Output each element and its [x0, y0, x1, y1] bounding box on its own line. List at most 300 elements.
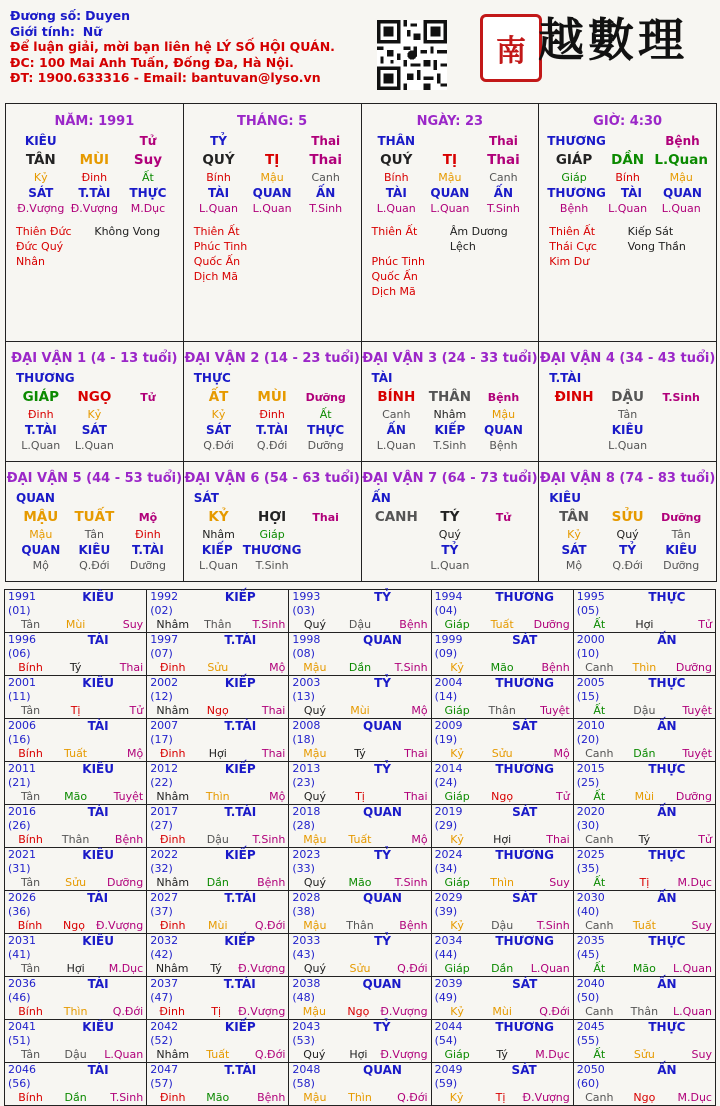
year-cell: [147, 1020, 289, 1063]
year-stem: Canh: [585, 747, 614, 760]
year-cell: [5, 590, 147, 633]
year-cell: [289, 1020, 431, 1063]
year-label: 2028 (38): [292, 891, 321, 918]
pillar-star: Thiên Ất: [193, 225, 240, 238]
year-stem: Ất: [593, 618, 606, 631]
year-ten-god: QUAN: [362, 977, 402, 991]
dai-van-stem: BÍNH: [377, 389, 416, 405]
year-branch: Mùi: [208, 919, 228, 932]
pillar-stem-branch-row: [539, 150, 716, 171]
dai-van-hidden-stem: Quý: [616, 528, 639, 541]
year-branch: Dậu: [206, 833, 229, 846]
year-branch: Dần: [206, 876, 229, 889]
year-cell-grid: [432, 805, 573, 847]
dai-van-hidden-state: L.Quan: [199, 559, 239, 572]
year-state: Đ.Vượng: [380, 1005, 428, 1018]
year-cell: [147, 848, 289, 891]
year-state: Bệnh: [257, 1091, 286, 1104]
year-cell-grid: [5, 590, 146, 632]
pillar-stars: [539, 224, 716, 269]
dai-van-top-god: THỰC: [193, 371, 231, 385]
year-branch: Ngọ: [633, 1091, 656, 1104]
year-ten-god: KIẾP: [224, 676, 256, 690]
pillar-star: Đức Quý Nhân: [16, 240, 64, 268]
year-state: Q.Đới: [112, 1005, 144, 1018]
year-branch: Mão: [64, 790, 88, 803]
year-label: 2019 (29): [434, 805, 463, 832]
year-cell: [431, 633, 573, 676]
year-label: 2041 (51): [8, 1020, 36, 1047]
year-label: 2007 (17): [150, 719, 179, 746]
year-cell-grid: [147, 633, 288, 675]
pillar-hidden-god: TÀI: [385, 186, 407, 200]
year-stem: Canh: [585, 1005, 614, 1018]
dai-van-hidden-state: Mộ: [32, 559, 49, 572]
dai-van-hidden-state: [477, 559, 531, 573]
year-label: 2046 (56): [8, 1063, 36, 1090]
dai-van-hidden-stem: Đinh: [259, 408, 285, 421]
dai-van-hidden-state-row: [184, 559, 361, 573]
year-stem: Đinh: [159, 1091, 186, 1104]
year-cell-grid: [432, 934, 573, 976]
pillar-star: Phúc Tinh: [371, 255, 426, 268]
year-label: 2015 (25): [576, 762, 605, 789]
year-state: Suy: [122, 618, 144, 631]
year-label: 2012 (22): [150, 762, 179, 789]
pillar-hidden-state-row: [6, 202, 183, 216]
year-stem: Kỷ: [450, 661, 464, 674]
dai-van-title: ĐẠI VẬN 4 (34 - 43 tuổi): [539, 351, 716, 366]
year-cell-grid: [5, 719, 146, 761]
pillar-hidden-state: Đ.Vượng: [70, 202, 118, 215]
dai-van-branch: TÝ: [440, 509, 460, 525]
year-stem: Giáp: [444, 962, 470, 975]
year-stem: Ất: [593, 962, 606, 975]
year-ten-god: SÁT: [512, 719, 538, 733]
year-label: 2040 (50): [576, 977, 605, 1004]
dai-van-top-god: T.TÀI: [549, 371, 582, 385]
pillar-ten-god: Thai: [488, 134, 518, 148]
dai-van-hidden-god: T.TÀI: [131, 543, 164, 557]
year-state: Dưỡng: [107, 876, 144, 889]
pillar-star: Thái Cực: [549, 240, 597, 253]
pillar-hidden-state: M.Dục: [130, 202, 166, 215]
year-cell: [5, 633, 147, 676]
dai-van-top-god: THƯƠNG: [16, 371, 75, 385]
year-branch: Hợi: [635, 618, 654, 631]
dai-van-branch: TUẤT: [74, 509, 115, 525]
year-branch: Thìn: [490, 876, 515, 889]
year-stem: Ất: [593, 1048, 606, 1061]
pillar-star: Âm Dương Lệch: [449, 225, 508, 253]
year-branch: Hợi: [349, 1048, 368, 1061]
year-row: [5, 934, 716, 977]
year-cell: [431, 934, 573, 977]
dai-van-hidden-stem: [654, 408, 708, 422]
year-state: Mộ: [411, 704, 428, 717]
dai-van-hidden-god-row: [184, 422, 361, 439]
dai-van-hidden-god: KIẾP: [434, 423, 466, 437]
dai-van-hidden-god-row: [6, 422, 183, 439]
pillar-star: Vong Thần: [627, 240, 686, 253]
year-branch: Sửu: [633, 1048, 655, 1061]
pillar-hidden-stem: Bính: [384, 171, 409, 184]
year-state: M.Dục: [677, 876, 712, 889]
pillar-ten-god: [423, 133, 477, 150]
pillar-title: GIỜ: 4:30: [593, 114, 663, 129]
year-cell: [431, 977, 573, 1020]
year-branch: Ngọ: [491, 790, 514, 803]
year-cell-grid: [5, 1063, 146, 1105]
year-state: Mộ: [553, 747, 570, 760]
pillar-hidden-stem: Canh: [311, 171, 340, 184]
year-stem: Quý: [303, 876, 326, 889]
year-state: Đ.Vượng: [522, 1091, 570, 1104]
year-label: 2039 (49): [434, 977, 463, 1004]
pillar-stem-branch: Thai: [487, 152, 520, 168]
year-branch: Dậu: [633, 704, 656, 717]
pillar-hidden-state-row: [184, 202, 361, 216]
year-cell: [431, 805, 573, 848]
pillar-ten-god: Bệnh: [665, 134, 700, 148]
year-label: 1995 (05): [576, 590, 605, 617]
year-cell-grid: [432, 977, 573, 1019]
year-label: 2044 (54): [434, 1020, 463, 1047]
year-cell: [573, 891, 715, 934]
year-ten-god: KIẾP: [224, 762, 256, 776]
pillar-star: Kim Dư: [549, 255, 590, 268]
pillar-cell: [6, 104, 184, 342]
year-state: Mộ: [126, 747, 144, 760]
year-row: [5, 762, 716, 805]
pillar-ten-god: KIÊU: [24, 134, 57, 148]
pillar-hidden-god: ẤN: [316, 186, 336, 200]
pillar-stem-branch: GIÁP: [555, 152, 593, 168]
pillar-ten-god-row: [184, 133, 361, 150]
year-branch: Dần: [64, 1091, 87, 1104]
year-branch: Sửu: [65, 876, 87, 889]
year-label: 2031 (41): [8, 934, 36, 961]
dai-van-hidden-god: KIÊU: [665, 543, 698, 557]
year-ten-god: ẤN: [657, 977, 677, 991]
year-state: Suy: [691, 919, 712, 932]
year-stem: Mậu: [303, 661, 327, 674]
dai-van-hidden-state: L.Quan: [430, 559, 470, 572]
year-cell-grid: [147, 719, 288, 761]
year-row: [5, 805, 716, 848]
dai-van-stem-branch-row: [6, 387, 183, 408]
pillar-ten-god: THƯƠNG: [547, 134, 606, 148]
year-branch: Tý: [210, 962, 222, 975]
pillar-hidden-god: T.TÀI: [78, 186, 111, 200]
year-label: 2006 (16): [8, 719, 36, 746]
year-cell: [147, 762, 289, 805]
year-cell-grid: [289, 848, 430, 890]
year-branch: Dậu: [491, 919, 514, 932]
pillar-star: [450, 284, 528, 299]
year-stem: Giáp: [444, 876, 470, 889]
year-stem: Nhâm: [156, 876, 190, 889]
year-branch: Sửu: [349, 962, 371, 975]
pillar-hidden-stem: Giáp: [561, 171, 587, 184]
dai-van-stem: ĐINH: [554, 389, 594, 405]
pillar-grid: [5, 103, 717, 342]
year-ten-god: SÁT: [512, 633, 538, 647]
year-ten-god: ẤN: [657, 719, 677, 733]
header-info: [10, 8, 335, 86]
dai-van-state: Mộ: [138, 511, 158, 524]
year-stem: Quý: [303, 704, 326, 717]
year-cell: [431, 762, 573, 805]
dai-van-top-god: QUAN: [16, 491, 55, 505]
year-state: Thai: [261, 747, 286, 760]
pillar-hidden-stem-row: [362, 171, 539, 185]
dai-van-hidden-stem: Nhâm: [433, 408, 467, 421]
year-cell: [289, 676, 431, 719]
year-row: [5, 633, 716, 676]
dai-van-hidden-god: [121, 422, 175, 439]
year-cell-grid: [5, 762, 146, 804]
pillar-ten-god-row: [539, 133, 716, 150]
year-row: [5, 1020, 716, 1063]
year-state: Tử: [698, 618, 712, 631]
dai-van-hidden-state: L.Quan: [376, 439, 416, 452]
year-branch: Dần: [348, 661, 372, 674]
dai-van-hidden-stem: Mậu: [29, 528, 53, 541]
dai-van-hidden-state-row: [184, 439, 361, 453]
year-cell-grid: [147, 1063, 288, 1105]
year-ten-god: TÀI: [87, 977, 109, 991]
dai-van-hidden-stem: Kỷ: [211, 408, 226, 421]
year-stem: Mậu: [302, 1005, 326, 1018]
dai-van-branch: HỢI: [258, 509, 287, 525]
dai-van-hidden-stem: [477, 528, 531, 542]
dai-van-hidden-god: TỶ: [441, 543, 459, 557]
year-ten-god: KIẾP: [224, 848, 256, 862]
year-cell: [573, 805, 715, 848]
year-stem: Kỷ: [449, 1091, 464, 1104]
year-stem: Mậu: [303, 1091, 327, 1104]
dai-van-branch: DẬU: [611, 389, 644, 405]
year-state: T.Sinh: [536, 919, 570, 932]
pillar-hidden-god: TÀI: [620, 186, 642, 200]
year-state: Bệnh: [399, 618, 428, 631]
year-cell-grid: [289, 805, 430, 847]
year-branch: Ngọ: [206, 704, 229, 717]
pillar-hidden-god-row: [539, 185, 716, 202]
year-row: [5, 891, 716, 934]
dai-van-hidden-stem-row: [184, 408, 361, 422]
pillar-hidden-state: T.Sinh: [486, 202, 520, 215]
year-cell-grid: [289, 977, 430, 1019]
year-cell: [289, 633, 431, 676]
dai-van-hidden-state: T.Sinh: [255, 559, 289, 572]
year-cell-grid: [574, 676, 715, 718]
year-branch: Dần: [633, 747, 656, 760]
year-ten-god: THƯƠNG: [495, 676, 554, 690]
year-state: Tử: [556, 790, 570, 803]
year-stem: Bính: [17, 919, 43, 932]
year-cell: [573, 977, 715, 1020]
pillar-star: Dịch Mã: [371, 285, 416, 298]
dai-van-title: ĐẠI VẬN 2 (14 - 23 tuổi): [184, 351, 360, 366]
year-branch: Mão: [490, 661, 514, 674]
year-row: [5, 719, 716, 762]
dai-van-state: T.Sinh: [662, 391, 700, 404]
year-state: Đ.Vượng: [238, 1005, 286, 1018]
year-cell: [573, 934, 715, 977]
year-label: 2034 (44): [434, 934, 463, 961]
dai-van-hidden-god: QUAN: [21, 543, 61, 557]
pillar-hidden-stem: Mậu: [260, 171, 284, 184]
gender-label: Giới tính:: [10, 23, 75, 39]
pillar-stem-branch: TỊ: [265, 152, 280, 168]
year-cell-grid: [289, 676, 430, 718]
dai-van-hidden-state: L.Quan: [21, 439, 61, 452]
dai-van-hidden-state: Q.Đới: [256, 439, 288, 452]
dai-van-hidden-stem: Quý: [438, 528, 461, 541]
address-line: ĐC: 100 Mai Anh Tuấn, Đống Đa, Hà Nội.: [10, 54, 294, 70]
annual-luck-table: [4, 589, 716, 1106]
pillar-stem-branch-row: [362, 150, 539, 171]
year-ten-god: TỶ: [373, 1020, 391, 1034]
year-cell: [573, 762, 715, 805]
pillar-ten-god: [606, 133, 657, 150]
dai-van-hidden-god-row: [6, 542, 183, 559]
year-state: Dưỡng: [675, 790, 712, 803]
year-cell: [573, 633, 715, 676]
year-stem: Giáp: [444, 618, 470, 631]
dai-van-grid: [5, 341, 717, 582]
year-label: 2029 (39): [434, 891, 463, 918]
year-stem: Kỷ: [450, 747, 464, 760]
year-branch: Thìn: [63, 1005, 88, 1018]
year-stem: Mậu: [303, 747, 327, 760]
year-ten-god: TỶ: [374, 934, 391, 948]
year-label: 1999 (09): [434, 633, 463, 660]
year-stem: Mậu: [303, 833, 327, 846]
year-ten-god: KIÊU: [82, 676, 114, 690]
dai-van-hidden-state: [299, 559, 353, 573]
year-cell-grid: [5, 676, 146, 718]
pillar-hidden-stem: Bính: [206, 171, 231, 184]
pillar-ten-god: TỶ: [210, 134, 227, 148]
dai-van-hidden-stem: Giáp: [259, 528, 285, 541]
year-label: 2025 (35): [576, 848, 605, 875]
dai-van-stem: ẤT: [208, 389, 229, 405]
year-stem: Tân: [20, 704, 41, 717]
year-branch: Mão: [632, 962, 656, 975]
year-branch: Tý: [638, 833, 651, 846]
year-ten-god: SÁT: [512, 805, 538, 819]
pillar-hidden-god-row: [362, 185, 539, 202]
seal-text: 南: [496, 34, 526, 69]
dai-van-hidden-state: [547, 439, 601, 453]
pillar-star: Phúc Tinh: [193, 240, 248, 253]
dai-van-title: ĐẠI VẬN 6 (54 - 63 tuổi): [184, 471, 360, 486]
year-stem: Ất: [593, 704, 606, 717]
year-state: Dưỡng: [533, 618, 570, 631]
year-row: [5, 977, 716, 1020]
pillar-stem-branch-row: [184, 150, 361, 171]
pillar-hidden-god: ẤN: [493, 186, 514, 200]
year-cell-grid: [432, 633, 573, 675]
pillar-hidden-stem: Ất: [142, 171, 154, 184]
dai-van-hidden-god-row: [184, 542, 361, 559]
year-cell: [5, 891, 147, 934]
year-stem: Bính: [18, 661, 43, 674]
year-state: Bệnh: [399, 919, 428, 932]
year-ten-god: THƯƠNG: [495, 848, 554, 862]
year-state: Tuyệt: [113, 790, 144, 803]
pillar-stars: [362, 224, 539, 299]
pillar-star: [272, 254, 350, 269]
year-branch: Ngọ: [347, 1005, 370, 1018]
year-stem: Ất: [593, 790, 606, 803]
year-ten-god: TÀI: [87, 633, 109, 647]
year-branch: Tị: [639, 876, 650, 889]
year-cell: [147, 934, 289, 977]
dai-van-state: Thai: [312, 511, 339, 524]
year-label: 1994 (04): [434, 590, 463, 617]
year-cell-grid: [5, 934, 146, 976]
year-cell: [5, 977, 147, 1020]
pillar-hidden-state-row: [539, 202, 716, 216]
year-state: Q.Đới: [254, 919, 286, 932]
year-cell-grid: [5, 805, 146, 847]
year-stem: Ất: [593, 876, 606, 889]
dai-van-hidden-state: Bệnh: [489, 439, 518, 452]
year-branch: Thân: [61, 833, 90, 846]
year-cell: [431, 719, 573, 762]
dai-van-hidden-state: Dưỡng: [307, 439, 344, 452]
year-stem: Tân: [20, 876, 41, 889]
dai-van-hidden-god: ẤN: [386, 423, 406, 437]
year-branch: Thìn: [632, 661, 657, 674]
year-ten-god: KIÊU: [82, 848, 114, 862]
year-branch: Tị: [355, 790, 365, 803]
year-ten-god: TÀI: [87, 1063, 109, 1077]
year-state: Q.Đới: [397, 1091, 428, 1104]
year-stem: Tân: [20, 962, 41, 975]
year-ten-god: T.TÀI: [224, 805, 257, 819]
dai-van-hidden-stem: Kỷ: [87, 408, 102, 421]
year-stem: Giáp: [444, 790, 470, 803]
year-cell: [573, 719, 715, 762]
year-ten-god: THỰC: [648, 848, 686, 862]
year-stem: Quý: [303, 1048, 326, 1061]
year-cell: [431, 590, 573, 633]
year-ten-god: THỰC: [648, 934, 686, 948]
year-state: Tuyệt: [682, 704, 712, 717]
dai-van-stem: GIÁP: [22, 389, 60, 405]
dai-van-stem: KỶ: [208, 509, 229, 525]
year-label: 2047 (57): [150, 1063, 179, 1090]
year-label: 2010 (20): [576, 719, 605, 746]
dai-van-hidden-stem: [299, 528, 353, 542]
dai-van-title: ĐẠI VẬN 1 (4 - 13 tuổi): [11, 351, 178, 366]
year-stem: Bính: [18, 833, 43, 846]
dai-van-hidden-god: TỶ: [619, 543, 637, 557]
year-state: Q.Đới: [539, 1005, 570, 1018]
dai-van-cell: [362, 342, 540, 462]
dai-van-hidden-state-row: [6, 439, 183, 453]
year-state: Tử: [129, 704, 144, 717]
year-label: 2049 (59): [434, 1063, 463, 1090]
year-cell: [147, 805, 289, 848]
dai-van-title: ĐẠI VẬN 5 (44 - 53 tuổi): [6, 471, 183, 486]
year-label: 2045 (55): [576, 1020, 605, 1047]
